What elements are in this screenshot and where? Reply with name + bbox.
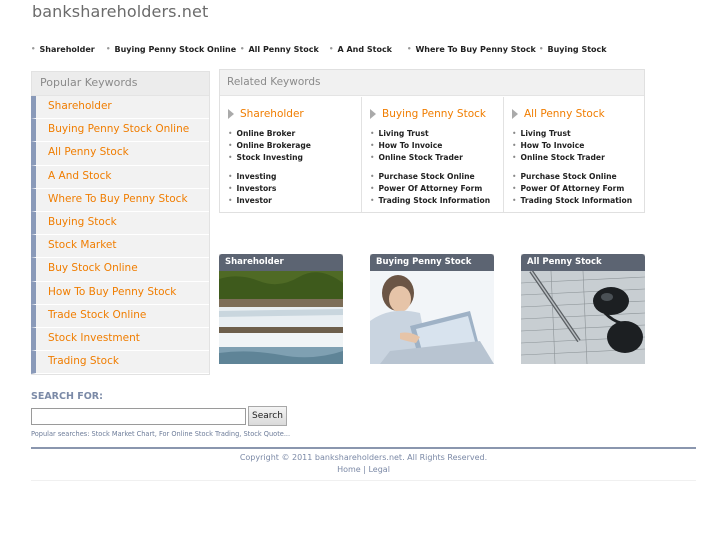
popular-keyword-item[interactable]: Trade Stock Online	[31, 305, 209, 328]
popular-keyword-item[interactable]: Trading Stock	[31, 351, 209, 374]
site-title[interactable]: bankshareholders.net	[32, 2, 209, 21]
related-link[interactable]: • Purchase Stock Online	[370, 171, 503, 183]
search-label: SEARCH FOR:	[31, 391, 103, 402]
related-link[interactable]: • Online Broker	[228, 128, 362, 140]
popular-keywords-title: Popular Keywords	[32, 72, 209, 96]
search-input[interactable]	[31, 408, 246, 425]
popular-keyword-item[interactable]: How To Buy Penny Stock	[31, 282, 209, 305]
related-column-title[interactable]	[370, 106, 503, 122]
topnav-link-a-and-stock[interactable]: • A And Stock	[329, 45, 392, 54]
related-link[interactable]: • Investor	[228, 195, 362, 207]
related-link[interactable]: • Stock Investing	[228, 152, 362, 164]
related-link[interactable]: • Purchase Stock Online	[512, 171, 645, 183]
image-tile-label: Buying Penny Stock	[370, 254, 494, 271]
related-links-group	[228, 171, 362, 207]
related-link[interactable]: • Living Trust	[512, 128, 645, 140]
related-column-title-text: Shareholder	[240, 108, 304, 120]
popular-keywords-list	[32, 96, 209, 374]
related-column	[361, 97, 503, 212]
related-links-group	[512, 128, 645, 164]
topnav-link-buying-stock[interactable]: • Buying Stock	[539, 45, 607, 54]
popular-keyword-item[interactable]: Buying Penny Stock Online	[31, 119, 209, 142]
pen-glasses-image	[521, 271, 645, 364]
bottom-line	[31, 480, 696, 481]
related-link[interactable]: • How To Invoice	[512, 140, 645, 152]
popular-keyword-item[interactable]: All Penny Stock	[31, 142, 209, 165]
related-link[interactable]: • Online Stock Trader	[370, 152, 503, 164]
related-link[interactable]: • Power Of Attorney Form	[512, 183, 645, 195]
image-tile-label: All Penny Stock	[521, 254, 645, 271]
popular-keyword-item[interactable]: Where To Buy Penny Stock	[31, 189, 209, 212]
footer-legal-link[interactable]: Legal	[368, 465, 390, 474]
related-column-title[interactable]	[512, 106, 645, 122]
triangle-arrow-icon	[370, 109, 376, 119]
image-tile-shareholder[interactable]	[219, 254, 343, 364]
footer-separator: |	[363, 465, 366, 474]
image-tile-all-penny-stock[interactable]	[521, 254, 645, 364]
related-link[interactable]: • Power Of Attorney Form	[370, 183, 503, 195]
popular-keyword-item[interactable]: Stock Market	[31, 235, 209, 258]
footer-divider	[31, 447, 696, 449]
related-column-title-text: Buying Penny Stock	[382, 108, 486, 120]
laptop-image	[370, 271, 494, 364]
image-tile-label: Shareholder	[219, 254, 343, 271]
footer-home-link[interactable]: Home	[337, 465, 361, 474]
triangle-arrow-icon	[512, 109, 518, 119]
topnav-link-all-penny-stock[interactable]: • All Penny Stock	[240, 45, 319, 54]
related-link[interactable]: • Trading Stock Information	[370, 195, 503, 207]
related-column	[503, 97, 645, 212]
popular-keyword-item[interactable]: Stock Investment	[31, 328, 209, 351]
waterfall-image	[219, 271, 343, 364]
related-link[interactable]: • How To Invoice	[370, 140, 503, 152]
topnav-link-buying-penny-stock-online[interactable]: • Buying Penny Stock Online	[106, 45, 236, 54]
top-navigation	[31, 45, 711, 57]
related-links-group	[370, 171, 503, 207]
related-link[interactable]: • Investing	[228, 171, 362, 183]
popular-keyword-item[interactable]: Buy Stock Online	[31, 258, 209, 281]
related-column	[220, 97, 362, 212]
related-link[interactable]: • Investors	[228, 183, 362, 195]
popular-searches-text[interactable]: Popular searches: Stock Market Chart, For Online Stock Trading, Stock Quote...	[31, 430, 291, 438]
related-column-title[interactable]	[228, 106, 362, 122]
related-link[interactable]: • Online Stock Trader	[512, 152, 645, 164]
triangle-arrow-icon	[228, 109, 234, 119]
related-links-group	[512, 171, 645, 207]
topnav-link-where-to-buy-penny-stock[interactable]: • Where To Buy Penny Stock	[407, 45, 536, 54]
related-link[interactable]: • Living Trust	[370, 128, 503, 140]
related-link[interactable]: • Online Brokerage	[228, 140, 362, 152]
popular-keyword-item[interactable]: Shareholder	[31, 96, 209, 119]
image-tile-buying-penny-stock[interactable]	[370, 254, 494, 364]
related-keywords-panel	[219, 69, 645, 213]
related-column-title-text: All Penny Stock	[524, 108, 605, 120]
footer-links	[0, 465, 727, 474]
related-links-group	[228, 128, 362, 164]
related-link[interactable]: • Trading Stock Information	[512, 195, 645, 207]
search-button[interactable]: Search	[248, 406, 287, 426]
related-keywords-title: Related Keywords	[220, 70, 644, 96]
popular-keyword-item[interactable]: A And Stock	[31, 166, 209, 189]
popular-keywords-panel	[31, 71, 210, 375]
copyright-text: Copyright © 2011 bankshareholders.net. All Rights Reserved.	[239, 453, 488, 462]
topnav-link-shareholder[interactable]: • Shareholder	[31, 45, 95, 54]
popular-keyword-item[interactable]: Buying Stock	[31, 212, 209, 235]
related-links-group	[370, 128, 503, 164]
